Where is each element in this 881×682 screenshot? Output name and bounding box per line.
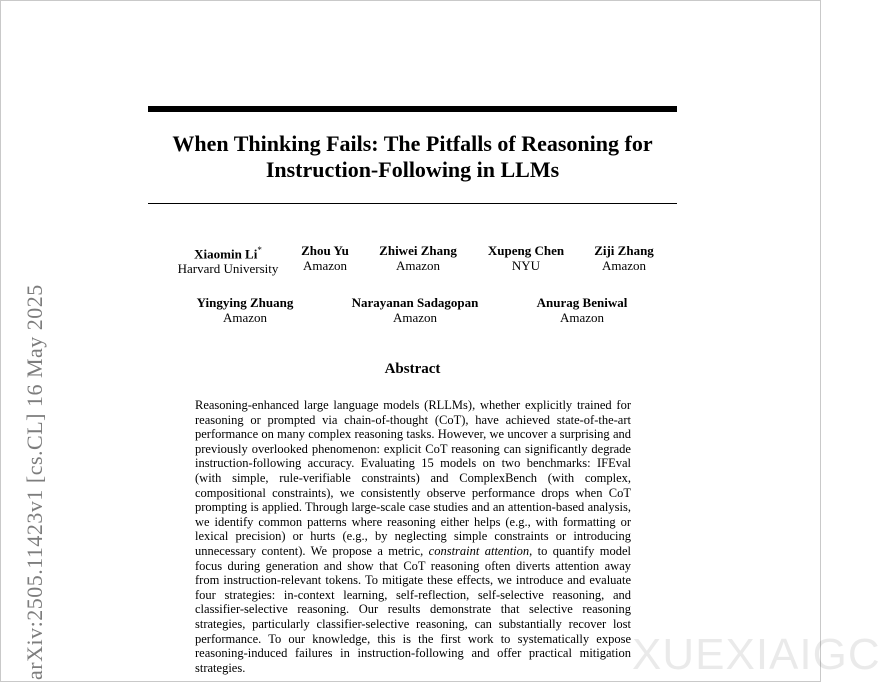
title-bottom-rule bbox=[148, 203, 677, 204]
arxiv-identifier: arXiv:2505.11423v1 [cs.CL] 16 May 2025 bbox=[22, 284, 47, 680]
author-name: Yingying Zhuang bbox=[196, 295, 294, 310]
title-line-2: Instruction-Following in LLMs bbox=[265, 157, 560, 182]
author-block bbox=[488, 243, 564, 273]
author-name: Xiaomin Li bbox=[194, 246, 258, 262]
author-block bbox=[537, 295, 628, 325]
author-name: Xupeng Chen bbox=[487, 243, 565, 258]
author-block bbox=[197, 295, 294, 325]
author-name: Ziji Zhang bbox=[594, 243, 654, 258]
author-mark: * bbox=[257, 245, 262, 255]
author-block bbox=[352, 295, 479, 325]
author-affiliation: NYU bbox=[511, 258, 541, 273]
title-line-1: When Thinking Fails: The Pitfalls of Reasoning for bbox=[172, 131, 653, 156]
author-block bbox=[178, 243, 279, 276]
title-top-rule bbox=[148, 106, 677, 112]
abstract-emphasis: constraint attention bbox=[428, 543, 530, 558]
author-affiliation: Amazon bbox=[395, 258, 441, 273]
abstract-text: Reasoning-enhanced large language models (RLLMs), whether explicitly trained for reasoning or prompted via chain-of-thought (CoT), have achieved state-of-the-art performance on many complex reasoning tasks. However, we uncover a surprising and previously overlooked phenomenon: explicit CoT reasoning can significantly degrade instruction-following accuracy. Evaluating 15 models on two benchmarks: IFEval (with simple, rule-verifiable constraints) and ComplexBench (with complex, compositional constraints), we consistently observe performance drops when CoT prompting is applied. Through large-scale case studies and an attention-based analysis, we identify common patterns where reasoning either helps (e.g., with formatting or lexical precision) or hurts (e.g., by neglecting simple constraints or introducing unnecessary content). We propose a metric, bbox=[195, 398, 631, 558]
author-affiliation: Amazon bbox=[601, 258, 647, 273]
abstract-body bbox=[195, 398, 631, 675]
author-block bbox=[301, 243, 349, 273]
author-name: Zhiwei Zhang bbox=[379, 243, 457, 258]
author-affiliation: Amazon bbox=[392, 310, 438, 325]
author-block bbox=[594, 243, 654, 273]
author-affiliation: Amazon bbox=[302, 258, 348, 273]
author-name: Anurag Beniwal bbox=[536, 295, 628, 310]
paper-title bbox=[148, 131, 677, 183]
author-block bbox=[379, 243, 457, 273]
author-name: Zhou Yu bbox=[301, 243, 349, 258]
author-affiliation: Amazon bbox=[559, 310, 605, 325]
author-affiliation: Harvard University bbox=[177, 261, 279, 277]
abstract-heading: Abstract bbox=[384, 361, 441, 377]
watermark: XUEXIAIGC bbox=[632, 630, 881, 679]
abstract-text: , to quantify model focus during generation and show that CoT reasoning often diverts attention away from instruction-relevant tokens. To mitigate these effects, we introduce and evaluate four strategies: in-context learning, self-reflection, self-selective reasoning, and classifier-selective reasoning. Our results demonstrate that selective reasoning strategies, particularly classifier-selective reasoning, can substantially recover lost performance. To our knowledge, this is the first work to systematically expose reasoning-induced failures in instruction-following and offer practical mitigation strategies. bbox=[195, 543, 631, 675]
author-affiliation: Amazon bbox=[222, 310, 268, 325]
author-name: Narayanan Sadagopan bbox=[351, 295, 479, 310]
